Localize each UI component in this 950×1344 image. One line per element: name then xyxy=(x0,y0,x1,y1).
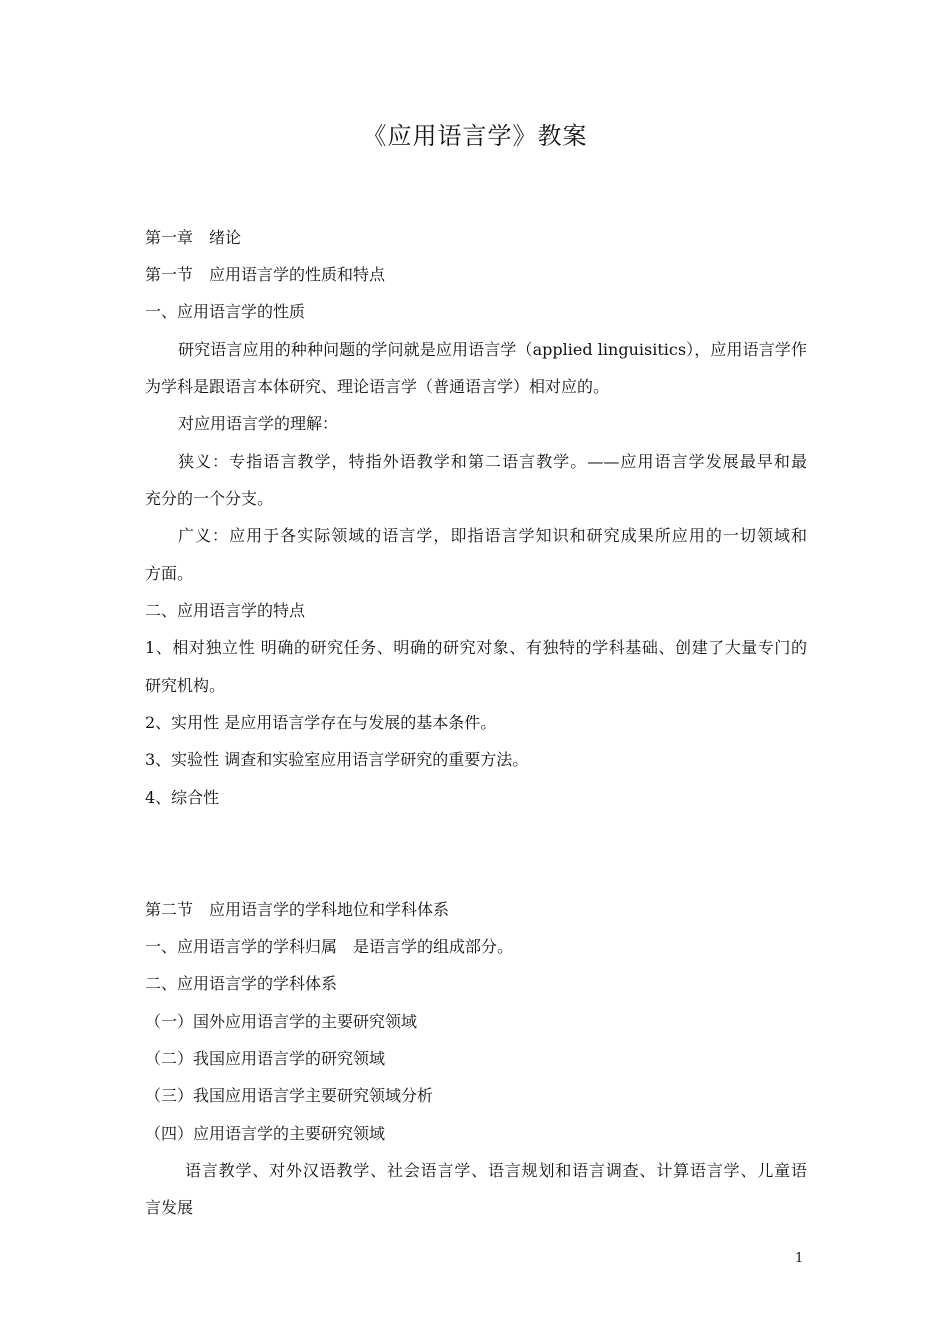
paragraph-line: 充分的一个分支。 xyxy=(145,489,274,508)
paragraph-line: 研究语言应用的种种问题的学问就是应用语言学（applied linguisitics），应用语言学作 xyxy=(178,340,807,359)
paragraph-line: 狭义：专指语言教学，特指外语教学和第二语言教学。——应用语言学发展最早和最 xyxy=(178,452,807,471)
subsection-heading: 二、应用语言学的特点 xyxy=(145,601,306,620)
page-number: 1 xyxy=(795,1251,804,1266)
paragraph-line: 对应用语言学的理解： xyxy=(178,414,339,433)
list-item: （三）我国应用语言学主要研究领域分析 xyxy=(145,1086,434,1105)
document-title: 《应用语言学》教案 xyxy=(362,122,588,150)
paragraph-line: 言发展 xyxy=(145,1198,194,1217)
list-item: 3、实验性 调查和实验室应用语言学研究的重要方法。 xyxy=(145,750,529,769)
section-heading: 第一节 应用语言学的性质和特点 xyxy=(145,265,386,284)
chapter-heading: 第一章 绪论 xyxy=(145,228,242,247)
section-heading: 第二节 应用语言学的学科地位和学科体系 xyxy=(145,900,450,919)
list-item: （四）应用语言学的主要研究领域 xyxy=(145,1124,386,1143)
list-item: （一）国外应用语言学的主要研究领域 xyxy=(145,1012,418,1031)
paragraph-line: 广义：应用于各实际领域的语言学，即指语言学知识和研究成果所应用的一切领域和 xyxy=(178,526,807,545)
paragraph-line: 语言教学、对外汉语教学、社会语言学、语言规划和语言调查、计算语言学、儿童语 xyxy=(185,1161,807,1180)
list-item: 1、相对独立性 明确的研究任务、明确的研究对象、有独特的学科基础、创建了大量专门的 xyxy=(145,638,807,657)
list-item: 2、实用性 是应用语言学存在与发展的基本条件。 xyxy=(145,713,497,732)
subsection-heading: 二、应用语言学的学科体系 xyxy=(145,974,338,993)
list-item: 4、综合性 xyxy=(145,788,220,807)
subsection-heading: 一、应用语言学的学科归属 是语言学的组成部分。 xyxy=(145,937,514,956)
list-item-continuation: 研究机构。 xyxy=(145,676,226,695)
list-item: （二）我国应用语言学的研究领域 xyxy=(145,1049,386,1068)
paragraph-line: 方面。 xyxy=(145,564,194,583)
subsection-heading: 一、应用语言学的性质 xyxy=(145,302,306,321)
paragraph-line: 为学科是跟语言本体研究、理论语言学（普通语言学）相对应的。 xyxy=(145,377,610,396)
